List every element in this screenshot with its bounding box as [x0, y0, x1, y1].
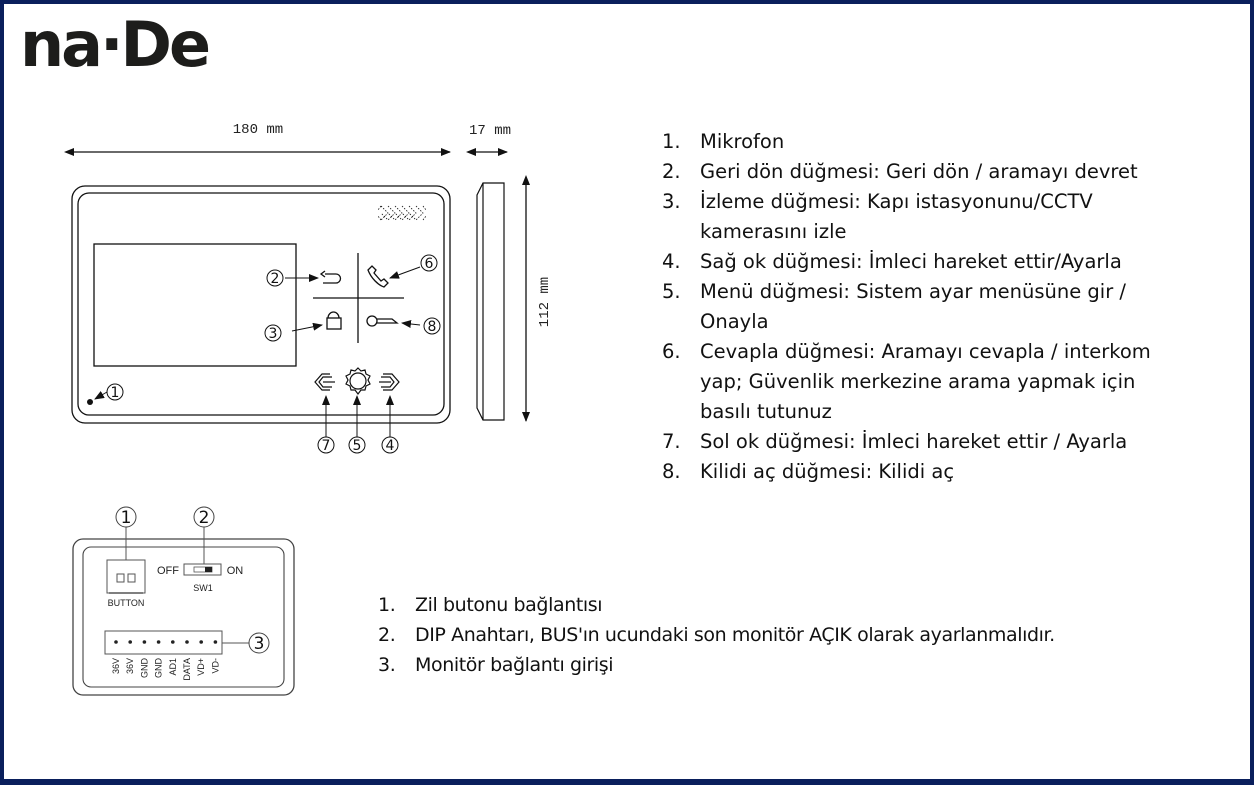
rear-view	[73, 507, 294, 695]
legend-item: 2. Geri dön düğmesi: Geri dön / aramayı devret	[662, 160, 1138, 183]
legend-item: 1. Zil butonu bağlantısı	[378, 594, 603, 616]
callout-3	[265, 325, 281, 342]
terminal-label: 36V	[111, 658, 121, 675]
device-outer-outline	[72, 186, 450, 423]
callout-7	[318, 437, 334, 454]
legend-item: 3. Monitör bağlantı girişi	[378, 654, 614, 676]
svg-text:3: 3	[268, 326, 278, 342]
terminal-label: AD1	[167, 658, 178, 676]
terminal-pins	[114, 640, 217, 644]
callout-4	[382, 437, 398, 454]
menu-gear-icon[interactable]	[346, 368, 370, 394]
callout-6-leader	[390, 267, 420, 278]
callout-2	[267, 270, 283, 287]
terminal-pin	[157, 640, 161, 644]
button-connector-label: BUTTON	[107, 598, 145, 608]
svg-text:8: 8	[427, 319, 437, 335]
rear-callout-3	[249, 633, 269, 654]
svg-text:1: 1	[120, 508, 132, 528]
key-icon[interactable]	[367, 316, 397, 326]
terminal-block	[105, 631, 222, 654]
terminal-pin	[214, 640, 218, 644]
legend-item: 5. Menü düğmesi: Sistem ayar menüsüne gir / Onayla	[662, 280, 1127, 333]
svg-text:6: 6	[424, 256, 434, 272]
svg-text:7: 7	[321, 438, 331, 454]
terminal-pin	[114, 640, 118, 644]
rear-legend-list	[378, 590, 1178, 680]
terminal-label: GND	[153, 658, 164, 678]
lock-icon[interactable]	[327, 312, 341, 329]
svg-text:3: 3	[253, 634, 265, 654]
terminal-pin	[143, 640, 147, 644]
switch-on-label: ON	[226, 565, 244, 577]
terminal-label: VD-	[210, 658, 221, 674]
speaker-grille-icon	[378, 206, 426, 220]
button-connector	[107, 560, 145, 593]
terminal-pin	[128, 640, 132, 644]
legend-item: 3. İzleme düğmesi: Kapı istasyonunu/CCTV kamerasını izle	[662, 190, 1093, 243]
terminal-pin	[171, 640, 175, 644]
callout-8-leader	[402, 323, 420, 325]
dip-switch-sw1[interactable]	[184, 564, 221, 575]
screen	[94, 244, 296, 366]
legend-item: 4. Sağ ok düğmesi: İmleci hareket ettir/Ayarla	[662, 250, 1122, 273]
terminal-pin	[185, 640, 189, 644]
svg-text:4: 4	[385, 438, 395, 454]
width-dimension-label: 180 mm	[232, 122, 284, 138]
side-profile-outline	[477, 183, 504, 420]
switch-off-label: OFF	[157, 565, 179, 577]
rear-callout-2	[194, 507, 214, 528]
front-legend-list	[662, 127, 1172, 487]
terminal-label: VD+	[196, 658, 207, 676]
switch-name-label: SW1	[193, 583, 213, 593]
callout-6	[421, 255, 437, 272]
left-arrow-icon[interactable]	[315, 374, 335, 390]
height-dimension-label: 112 mm	[537, 276, 553, 328]
svg-text:2: 2	[198, 508, 210, 528]
legend-item: 7. Sol ok düğmesi: İmleci hareket ettir / Ayarla	[662, 430, 1128, 453]
phone-handset-icon[interactable]	[368, 266, 388, 287]
legend-item: 8. Kilidi aç düğmesi: Kilidi aç	[662, 460, 955, 483]
front-view	[72, 122, 450, 454]
legend-item: 6. Cevapla düğmesi: Aramayı cevapla / interkom yap; Güvenlik merkezine arama yapmak için basılı tutunuz	[662, 340, 1151, 423]
brand-logo: na·De	[20, 8, 209, 81]
svg-text:5: 5	[352, 438, 362, 454]
return-icon[interactable]	[321, 271, 341, 283]
depth-dimension-label: 17 mm	[468, 123, 512, 139]
svg-text:1: 1	[110, 385, 120, 401]
legend-item: 1. Mikrofon	[662, 130, 785, 153]
terminal-labels	[111, 658, 220, 681]
terminal-label: 36V	[125, 658, 136, 675]
rear-callout-1	[116, 507, 136, 528]
side-view	[469, 123, 553, 421]
callout-5	[349, 437, 365, 454]
terminal-pin	[199, 640, 203, 644]
callout-8	[424, 318, 440, 335]
terminal-label: GND	[139, 658, 150, 678]
microphone-hole	[87, 399, 93, 405]
svg-text:2: 2	[270, 271, 280, 287]
callout-1-leader	[95, 392, 107, 399]
right-arrow-icon[interactable]	[379, 374, 399, 390]
callout-1	[107, 384, 123, 401]
terminal-label: DATA	[182, 658, 192, 681]
legend-item: 2. DIP Anahtarı, BUS'ın ucundaki son monitör AÇIK olarak ayarlanmalıdır.	[378, 624, 1055, 646]
